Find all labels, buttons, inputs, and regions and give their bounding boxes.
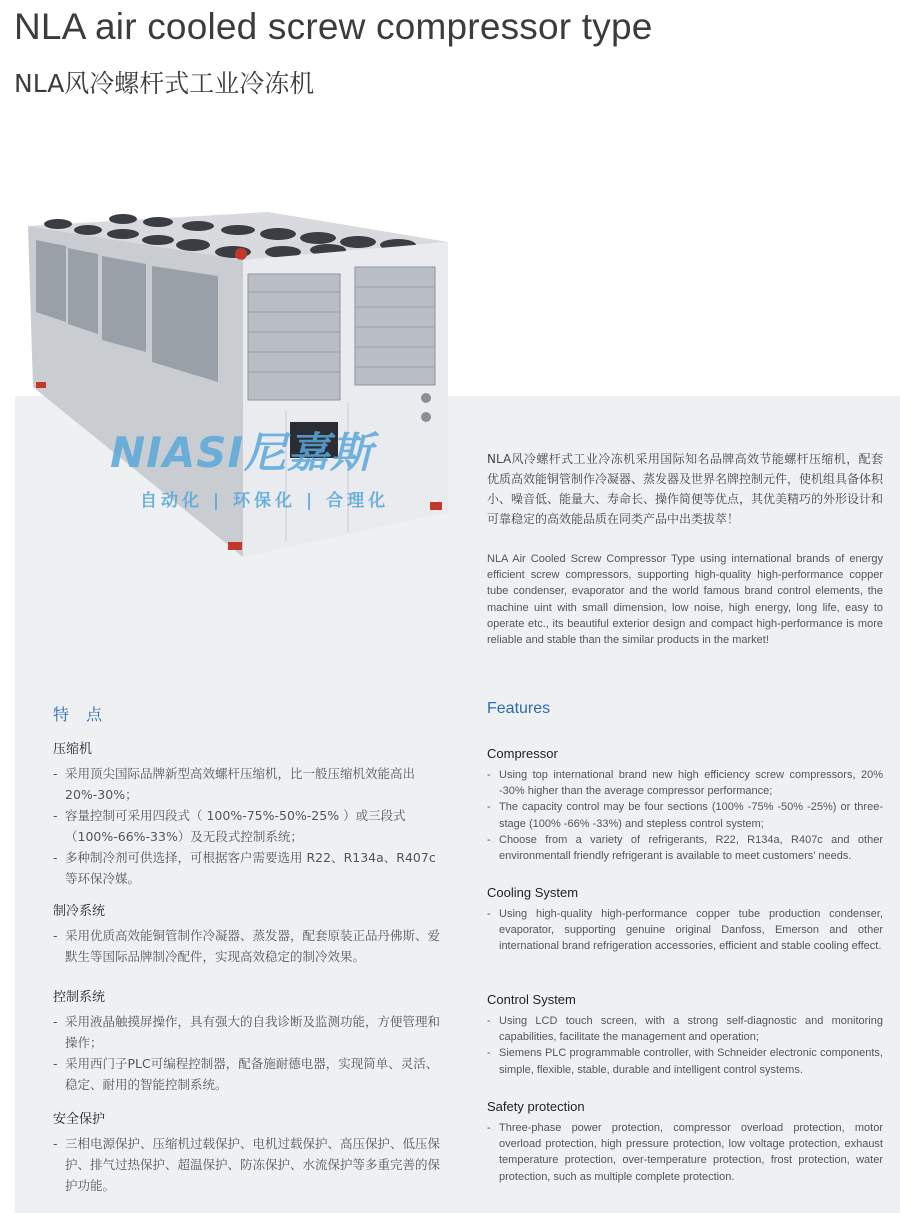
intro-chinese: NLA风冷螺杆式工业冷冻机采用国际知名品牌高效节能螺杆压缩机，配套优质高效能铜管制作冷凝器、蒸发器及世界名牌控制元件，使机组具备体积小、噪音低、能量大、寿命长、操作简便等优点，其优美精巧的外形设计和可靠稳定的高效能品质在同类产品中出类拔萃！ <box>487 452 884 526</box>
section-title: 控制系统 <box>53 990 106 1005</box>
feature-bullet: - Using high-quality high-performance copper tube production condenser, evaporator, supporting genuine original Danfoss, Emerson and other international brand refrigeration accessories, efficient and stable cooling effect. <box>487 906 883 955</box>
feature-bullet: - 采用西门子PLC可编程控制器，配备施耐德电器，实现简单、灵活、稳定、耐用的智能控制系统。 <box>53 1053 449 1095</box>
section-title: 压缩机 <box>53 742 93 757</box>
feature-bullet: - Three-phase power protection, compressor overload protection, motor overload protection, high pressure protection, low voltage protection, exhaust temperature protection, over-temperature protection, frost protection, water protection, such as multiple complete protection. <box>487 1120 883 1185</box>
feature-section-cn <box>53 738 449 889</box>
section-title: 安全保护 <box>53 1112 106 1127</box>
section-title: 制冷系统 <box>53 904 106 919</box>
feature-bullet: - 容量控制可采用四段式（ 100%-75%-50%-25% ）或三段式（100%-66%-33%）及无段式控制系统； <box>53 805 449 847</box>
intro-english: NLA Air Cooled Screw Compressor Type using international brands of energy efficient screw compressors, supporting high-quality high-performance copper tube condenser, evaporator and the world famous brand control elements, the machine uint with small dimension, low noise, high energy, long life, easy to operate etc., its beautiful exterior design and compact high-performance is more reliable and stable than the similar products in the market! <box>487 553 883 647</box>
feature-bullet: - 采用液晶触摸屏操作，具有强大的自我诊断及监测功能，方便管理和操作； <box>53 1011 449 1053</box>
section-title: Control System <box>487 992 576 1007</box>
brand-slogan: 自动化 | 环保化 | 合理化 <box>140 491 390 511</box>
feature-section-cn <box>53 1108 449 1196</box>
feature-bullet: - 采用优质高效能铜管制作冷凝器、蒸发器，配套原装正品丹佛斯、爱默生等国际品牌制冷配件，实现高效稳定的制冷效果。 <box>53 925 449 967</box>
section-title: Compressor <box>487 746 558 761</box>
section-title: Cooling System <box>487 885 579 900</box>
page-subtitle: NLA风冷螺杆式工业冷冻机 <box>14 69 315 98</box>
logo-latin: NIASI <box>110 428 245 477</box>
feature-section-en <box>487 885 883 955</box>
features-heading-cn: 特 点 <box>53 705 109 724</box>
page-title: NLA air cooled screw compressor type <box>14 6 653 47</box>
feature-bullet: - 三相电源保护、压缩机过载保护、电机过载保护、高压保护、低压保护、排气过热保护、超温保护、防冻保护、水流保护等多重完善的保护功能。 <box>53 1133 449 1196</box>
feature-section-en <box>487 746 883 864</box>
section-title: Safety protection <box>487 1099 585 1114</box>
feature-bullet: - Using LCD touch screen, with a strong self-diagnostic and monitoring capabilities, facilitate the management and operation; <box>487 1013 883 1045</box>
feature-bullet: - 多种制冷剂可供选择，可根据客户需要选用 R22、R134a、R407c 等环保冷媒。 <box>53 847 449 889</box>
features-heading-en: Features <box>487 700 551 717</box>
feature-bullet: - Siemens PLC programmable controller, with Schneider electronic components, simple, flexible, stable, durable and intelligent control systems. <box>487 1045 883 1077</box>
feature-section-en <box>487 1099 883 1185</box>
logo-cn: 尼嘉斯 <box>244 428 374 477</box>
feature-bullet: - Choose from a variety of refrigerants, R22, R134a, R407c and other environmentall friendly refrigerant is available to meet customers' needs. <box>487 832 883 864</box>
brand-logo <box>110 420 410 520</box>
feature-section-en <box>487 992 883 1078</box>
feature-bullet: - Using top international brand new high efficiency screw compressors, 20% -30% higher than the average compressor performance; <box>487 767 883 799</box>
feature-bullet: - 采用顶尖国际品牌新型高效螺杆压缩机，比一般压缩机效能高出20%-30%； <box>53 763 449 805</box>
feature-bullet: - The capacity control may be four sections (100% -75% -50% -25%) or three-stage (100% -66% -33%) and stepless control system; <box>487 799 883 831</box>
feature-section-cn <box>53 986 449 1095</box>
feature-section-cn <box>53 900 449 967</box>
